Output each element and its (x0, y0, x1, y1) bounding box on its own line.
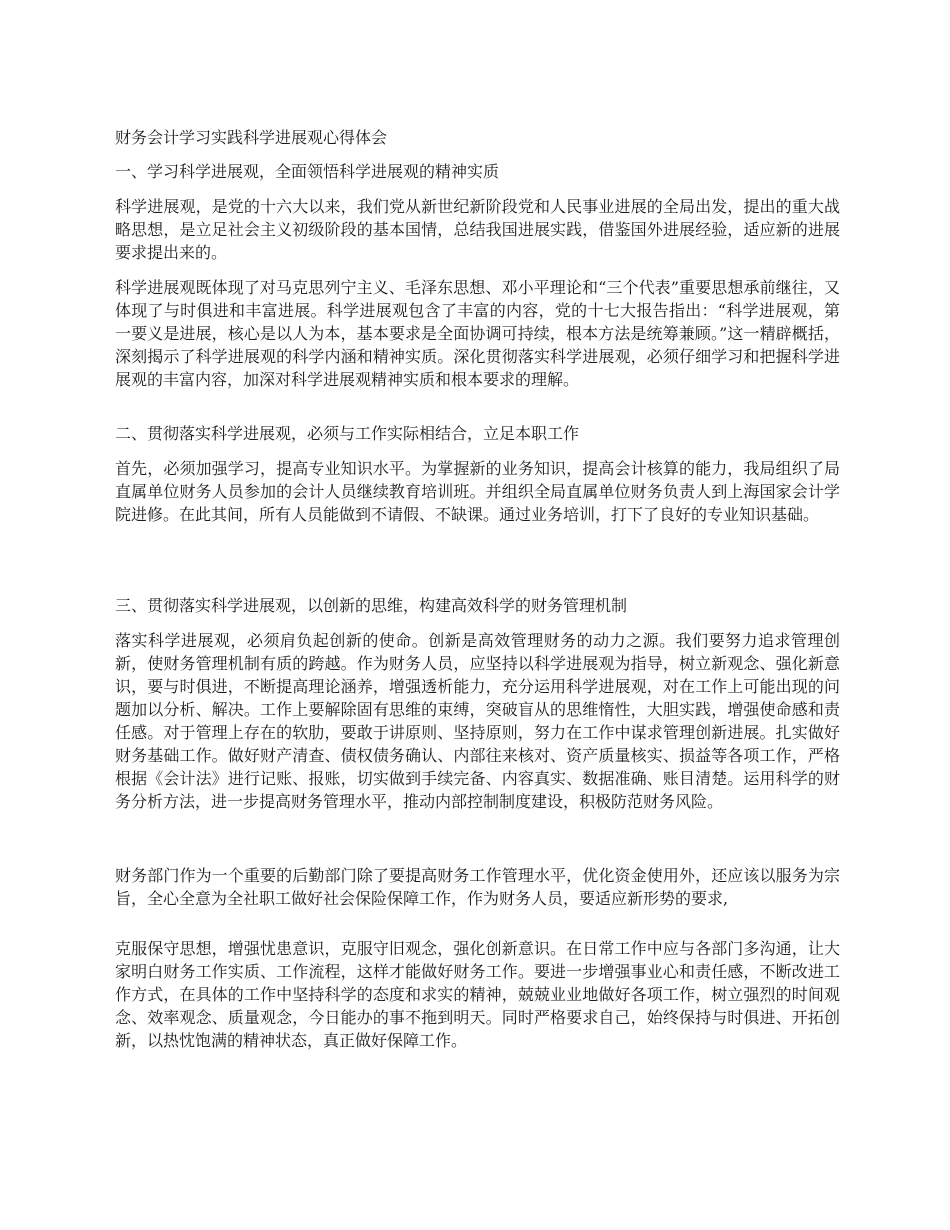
paragraph: 财务部门作为一个重要的后勤部门除了要提高财务工作管理水平，优化资金使用外，还应该以服务为宗旨，全心全意为全社职工做好社会保险保障工作，作为财务人员，要适应新形势的要求, (115, 866, 840, 908)
paragraph: 首先，必须加强学习，提高专业知识水平。为掌握新的业务知识，提高会计核算的能力，我局组织了局直属单位财务人员参加的会计人员继续教育培训班。并组织全局直属单位财务负责人到上海国家会计学院进修。在此其间，所有人员能做到不请假、不缺课。通过业务培训，打下了良好的专业知识基础。 (115, 459, 840, 524)
section-heading: 一、学习科学进展观，全面领悟科学进展观的精神实质 (115, 162, 500, 181)
paragraph: 克服保守思想，增强忧患意识，克服守旧观念，强化创新意识。在日常工作中应与各部门多沟通，让大家明白财务工作实质、工作流程，这样才能做好财务工作。要进一步增强事业心和责任感，不断改进工作方式，在具体的工作中坚持科学的态度和求实的精神，兢兢业业地做好各项工作，树立强烈的时间观念、效率观念、质量观念，今日能办的事不拖到明天。同时严格要求自己，始终保持与时俱进、开拓创新，以热忱饱满的精神状态，真正做好保障工作。 (115, 939, 840, 1050)
paragraph: 科学进展观，是党的十六大以来，我们党从新世纪新阶段党和人民事业进展的全局出发，提出的重大战略思想，是立足社会主义初级阶段的基本国情，总结我国进展实践，借鉴国外进展经验，适应新的进展要求提出来的。 (115, 197, 840, 262)
section-heading: 二、贯彻落实科学进展观，必须与工作实际相结合，立足本职工作 (115, 424, 580, 443)
paragraph: 落实科学进展观，必须肩负起创新的使命。创新是高效管理财务的动力之源。我们要努力追求管理创新，使财务管理机制有质的跨越。作为财务人员，应坚持以科学进展观为指导，树立新观念、强化新意识，要与时俱进，不断提高理论涵养，增强透析能力，充分运用科学进展观，对在工作上可能出现的问题加以分析、解决。工作上要解除固有思维的束缚，突破盲从的思维惰性，大胆实践，增强使命感和责任感。对于管理上存在的软肋，要敢于讲原则、坚持原则，努力在工作中谋求管理创新进展。扎实做好财务基础工作。做好财产清查、债权债务确认、内部往来核对、资产质量核实、损益等各项工作，严格根据《会计法》进行记账、报账，切实做到手续完备、内容真实、数据准确、账目清楚。运用科学的财务分析方法，进一步提高财务管理水平，推动内部控制制度建设，积极防范财务风险。 (115, 631, 840, 811)
section-heading: 三、贯彻落实科学进展观，以创新的思维，构建高效科学的财务管理机制 (115, 596, 628, 615)
document-title: 财务会计学习实践科学进展观心得体会 (115, 128, 388, 147)
paragraph: 科学进展观既体现了对马克思列宁主义、毛泽东思想、邓小平理论和“三个代表”重要思想承前继往，又体现了与时俱进和丰富进展。科学进展观包含了丰富的内容，党的十七大报告指出：“科学进展观，第一要义是进展，核心是以人为本，基本要求是全面协调可持续，根本方法是统筹兼顾。”这一精辟概括，深刻揭示了科学进展观的科学内涵和精神实质。深化贯彻落实科学进展观，必须仔细学习和把握科学进展观的丰富内容，加深对科学进展观精神实质和根本要求的理解。 (115, 278, 840, 389)
